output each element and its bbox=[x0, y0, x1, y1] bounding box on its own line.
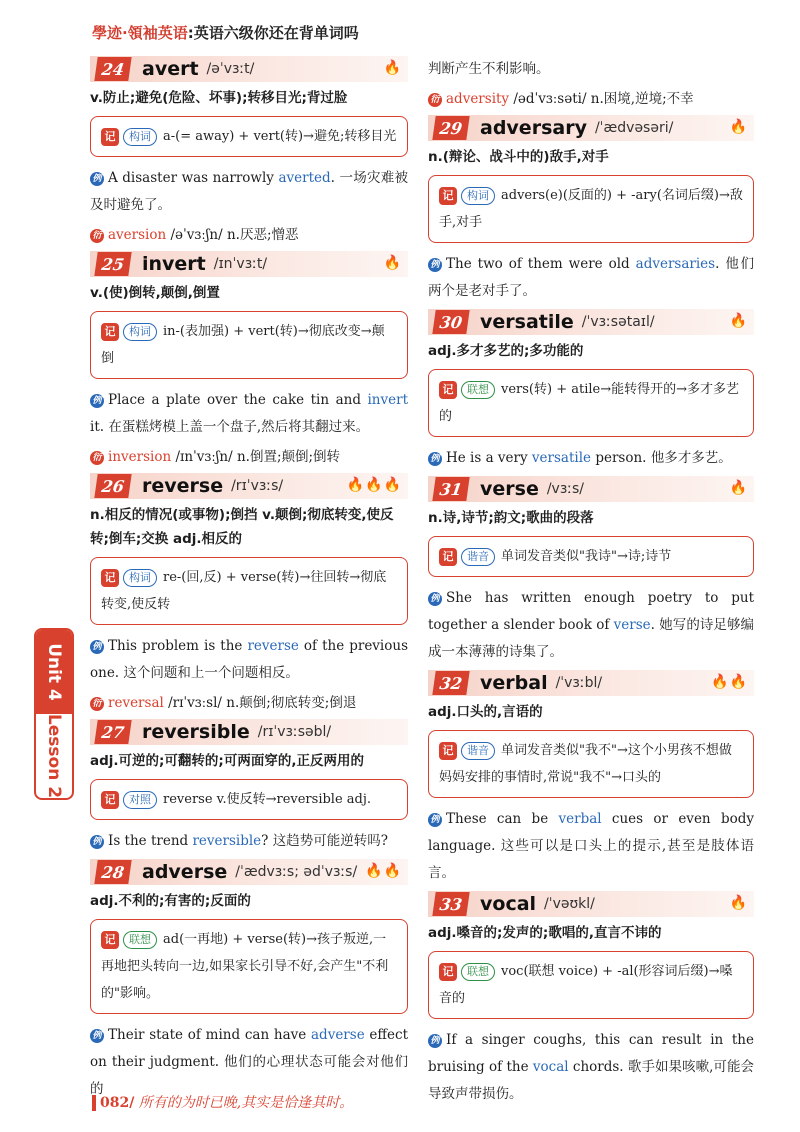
entry-word: invert bbox=[142, 253, 206, 275]
definition: v.防止;避免(危险、坏事);转移目光;背过脸 bbox=[90, 90, 348, 106]
entry-number: 27 bbox=[94, 720, 131, 744]
derivative-word: aversion bbox=[108, 227, 167, 243]
example-text: These can be bbox=[446, 811, 559, 827]
right-column bbox=[428, 52, 754, 1112]
lesson-text: Lesson 2 bbox=[44, 713, 64, 799]
example-translation: ? 这趋势可能逆转吗? bbox=[261, 833, 388, 849]
derivative bbox=[90, 691, 408, 715]
derivative bbox=[90, 223, 408, 247]
example-keyword: reversible bbox=[192, 833, 262, 849]
entry-number: 29 bbox=[432, 116, 469, 140]
example-text: The two of them were old bbox=[446, 256, 636, 272]
example-text: This problem is the bbox=[108, 638, 248, 654]
example-icon: 例 bbox=[90, 835, 104, 849]
derivative-definition: /ədˈvɜːsəti/ n.困境,逆境;不幸 bbox=[509, 91, 694, 107]
derivative-icon: 衍 bbox=[90, 229, 104, 243]
definition: adj.嗓音的;发声的;歌唱的,直言不讳的 bbox=[428, 925, 662, 941]
memory-box bbox=[90, 116, 408, 157]
example-text: He is a very bbox=[446, 450, 532, 466]
entry-phonetic: /ˈvɜːsətaɪl/ bbox=[581, 314, 655, 330]
memory-icon: 记 bbox=[439, 548, 457, 566]
header-title: :英语六级你还在背单词吗 bbox=[187, 24, 359, 42]
derivative-word: inversion bbox=[108, 449, 172, 465]
example-keyword: adversaries bbox=[635, 256, 716, 272]
entry-number: 25 bbox=[94, 252, 131, 276]
entry-word: versatile bbox=[480, 311, 574, 333]
derivative-definition: /əˈvɜːʃn/ n.厌恶;憎恶 bbox=[166, 227, 299, 243]
memory-box bbox=[428, 536, 754, 577]
example-icon: 例 bbox=[90, 394, 104, 408]
example-translation: . 她写的诗足够编成一本薄薄的诗集了。 bbox=[428, 617, 754, 660]
example-sentence bbox=[90, 1022, 408, 1103]
memory-text: vers(转) + atile→能转得开的→多才多艺的 bbox=[439, 382, 739, 424]
example-keyword: vocal bbox=[532, 1059, 569, 1075]
entry-number: 24 bbox=[94, 57, 131, 81]
entry-phonetic: /ˈædvɜːs; ədˈvɜːs/ bbox=[235, 864, 358, 880]
memory-tag: 对照 bbox=[123, 791, 157, 809]
example-sentence bbox=[428, 806, 754, 887]
memory-box bbox=[90, 779, 408, 820]
example-sentence bbox=[428, 1027, 754, 1108]
example-keyword: invert bbox=[367, 392, 408, 408]
entry-number: 30 bbox=[432, 310, 469, 334]
derivative-definition: /ɪnˈvɜːʃn/ n.倒置;颠倒;倒转 bbox=[171, 449, 341, 465]
memory-box bbox=[90, 557, 408, 625]
memory-icon: 记 bbox=[439, 742, 457, 760]
example-text: Place a plate over the cake tin and bbox=[108, 392, 368, 408]
memory-text: advers(e)(反面的) + -ary(名词后缀)→敌手,对手 bbox=[439, 188, 743, 230]
example-translation: . 一场灾难被及时避免了。 bbox=[90, 170, 408, 213]
memory-tag: 构词 bbox=[123, 323, 157, 341]
example-text: Their state of mind can have bbox=[108, 1027, 311, 1043]
derivative-word: adversity bbox=[446, 91, 510, 107]
entry-word: adversary bbox=[480, 117, 587, 139]
example-icon: 例 bbox=[90, 172, 104, 186]
example-keyword: adverse bbox=[311, 1027, 365, 1043]
definition: adj.口头的,言语的 bbox=[428, 704, 543, 720]
frequency-flame-icon: 🔥 bbox=[729, 313, 748, 329]
definition: n.相反的情况(或事物);倒挡 v.颠倒;彻底转变,使反转;倒车;交换 adj.相反的 bbox=[90, 507, 394, 547]
entry-header-reverse bbox=[90, 473, 408, 499]
example-keyword: reverse bbox=[247, 638, 299, 654]
entry-word: vocal bbox=[480, 893, 537, 915]
example-keyword: versatile bbox=[531, 450, 592, 466]
entry-phonetic: /rɪˈvɜːsəbl/ bbox=[257, 724, 332, 740]
footer-quote: 所有的为时已晚,其实是恰逢其时。 bbox=[134, 1095, 354, 1111]
example-translation: . 他们两个是老对手了。 bbox=[428, 256, 754, 299]
example-sentence bbox=[90, 387, 408, 441]
page-number: 082/ bbox=[92, 1095, 134, 1111]
example-icon: 例 bbox=[428, 592, 442, 606]
unit-label bbox=[36, 630, 72, 714]
memory-tag: 联想 bbox=[123, 931, 157, 949]
example-translation: of the previous one. 这个问题和上一个问题相反。 bbox=[90, 638, 409, 681]
memory-text: 单词发音类似"我不"→这个小男孩不想做妈妈安排的事情时,常说"我不"→口头的 bbox=[439, 743, 732, 785]
entry-number: 26 bbox=[94, 474, 131, 498]
derivative-word: reversal bbox=[108, 695, 164, 711]
entry-header-reversible bbox=[90, 719, 408, 745]
entry-header-vocal bbox=[428, 891, 754, 917]
frequency-flame-icon: 🔥🔥 bbox=[365, 863, 402, 879]
example-translation: cues or even body language. 这些可以是口头上的提示,甚至是肢体语言。 bbox=[428, 811, 754, 881]
example-keyword: verbal bbox=[558, 811, 602, 827]
entry-header-adversary bbox=[428, 115, 754, 141]
frequency-flame-icon: 🔥 bbox=[729, 895, 748, 911]
entry-phonetic: /ˈædvəsəri/ bbox=[594, 120, 674, 136]
header-brand: 學迹·領袖英语 bbox=[92, 24, 188, 42]
page-footer bbox=[92, 1092, 353, 1112]
memory-box bbox=[428, 730, 754, 798]
memory-box bbox=[428, 951, 754, 1019]
memory-icon: 记 bbox=[101, 931, 119, 949]
example-icon: 例 bbox=[428, 813, 442, 827]
frequency-flame-icon: 🔥 bbox=[383, 255, 402, 271]
frequency-flame-icon: 🔥 bbox=[383, 60, 402, 76]
entry-header-invert bbox=[90, 251, 408, 277]
example-icon: 例 bbox=[90, 1029, 104, 1043]
example-icon: 例 bbox=[428, 1034, 442, 1048]
example-translation: person. 他多才多艺。 bbox=[591, 450, 732, 466]
entry-header-verbal bbox=[428, 670, 754, 696]
memory-tag: 联想 bbox=[461, 963, 495, 981]
definition: v.(使)倒转,颠倒,倒置 bbox=[90, 285, 220, 301]
example-translation: chords. 歌手如果咳嗽,可能会导致声带损伤。 bbox=[428, 1059, 754, 1102]
memory-icon: 记 bbox=[439, 381, 457, 399]
entry-phonetic: /rɪˈvɜːs/ bbox=[231, 478, 284, 494]
entry-word: avert bbox=[142, 58, 199, 80]
example-icon: 例 bbox=[428, 258, 442, 272]
definition: n.(辩论、战斗中的)敌手,对手 bbox=[428, 149, 609, 165]
example-sentence bbox=[90, 165, 408, 219]
entry-phonetic: /ˈvəʊkl/ bbox=[544, 896, 595, 912]
derivative-icon: 衍 bbox=[428, 93, 442, 107]
definition: adj.可逆的;可翻转的;可两面穿的,正反两用的 bbox=[90, 753, 364, 769]
entry-word: verbal bbox=[480, 672, 548, 694]
entry-phonetic: /əˈvɜːt/ bbox=[206, 61, 255, 77]
memory-text: in-(表加强) + vert(转)→彻底改变→颠倒 bbox=[101, 324, 385, 366]
derivative bbox=[90, 445, 408, 469]
entry-phonetic: /ɪnˈvɜːt/ bbox=[213, 256, 268, 272]
frequency-flame-icon: 🔥 bbox=[729, 119, 748, 135]
memory-tag: 谐音 bbox=[461, 742, 495, 760]
example-sentence bbox=[90, 828, 408, 855]
memory-text: ad(一再地) + verse(转)→孩子叛逆,一再地把头转向一边,如果家长引导不好,会产生"不利的"影响。 bbox=[101, 932, 389, 1001]
memory-box bbox=[428, 175, 754, 243]
entry-number: 28 bbox=[94, 860, 131, 884]
derivative-icon: 衍 bbox=[90, 451, 104, 465]
frequency-flame-icon: 🔥🔥 bbox=[711, 674, 748, 690]
entry-number: 32 bbox=[432, 671, 469, 695]
example-sentence bbox=[428, 251, 754, 305]
example-text: Is the trend bbox=[108, 833, 193, 849]
memory-icon: 记 bbox=[439, 187, 457, 205]
entry-word: reverse bbox=[142, 475, 224, 497]
memory-text: reverse v.使反转→reversible adj. bbox=[163, 792, 372, 807]
frequency-flame-icon: 🔥 bbox=[729, 480, 748, 496]
memory-box bbox=[428, 369, 754, 437]
entry-phonetic: /ˈvɜːbl/ bbox=[555, 675, 603, 691]
definition: n.诗,诗节;韵文;歌曲的段落 bbox=[428, 510, 594, 526]
memory-tag: 构词 bbox=[123, 128, 157, 146]
lesson-label bbox=[36, 714, 72, 798]
memory-text: a-(= away) + vert(转)→避免;转移目光 bbox=[163, 129, 397, 144]
example-sentence bbox=[428, 585, 754, 666]
memory-box bbox=[90, 311, 408, 379]
example-sentence bbox=[90, 633, 408, 687]
entry-phonetic: /vɜːs/ bbox=[546, 481, 585, 497]
example-text: If a singer coughs, this can result in the bruising of the bbox=[428, 1032, 754, 1075]
entry-header-versatile bbox=[428, 309, 754, 335]
entry-number: 33 bbox=[432, 892, 469, 916]
example-sentence bbox=[428, 445, 754, 472]
entry-word: reversible bbox=[142, 721, 250, 743]
example-text: She has written enough poetry to put together a slender book of bbox=[428, 590, 754, 633]
memory-tag: 联想 bbox=[461, 381, 495, 399]
memory-tag: 谐音 bbox=[461, 548, 495, 566]
example-translation: it. 在蛋糕烤模上盖一个盘子,然后将其翻过来。 bbox=[90, 419, 370, 435]
derivative-icon: 衍 bbox=[90, 697, 104, 711]
entry-word: verse bbox=[480, 478, 539, 500]
entry-number: 31 bbox=[432, 477, 469, 501]
memory-text: voc(联想 voice) + -al(形容词后缀)→嗓音的 bbox=[439, 964, 733, 1006]
memory-icon: 记 bbox=[101, 323, 119, 341]
entry-header-avert bbox=[90, 56, 408, 82]
memory-box bbox=[90, 919, 408, 1014]
example-icon: 例 bbox=[428, 452, 442, 466]
memory-icon: 记 bbox=[439, 963, 457, 981]
page-header bbox=[92, 22, 359, 43]
entry-header-verse bbox=[428, 476, 754, 502]
memory-tag: 构词 bbox=[461, 187, 495, 205]
derivative bbox=[428, 87, 754, 111]
entry-word: adverse bbox=[142, 861, 228, 883]
example-keyword: averted bbox=[278, 170, 331, 186]
memory-text: re-(回,反) + verse(转)→往回转→彻底转变,使反转 bbox=[101, 570, 387, 612]
example-icon: 例 bbox=[90, 640, 104, 654]
left-column bbox=[90, 52, 408, 1107]
definition: adj.多才多艺的;多功能的 bbox=[428, 343, 584, 359]
memory-text: 单词发音类似"我诗"→诗;诗节 bbox=[501, 549, 672, 564]
memory-tag: 构词 bbox=[123, 569, 157, 587]
entry-header-adverse bbox=[90, 859, 408, 885]
memory-icon: 记 bbox=[101, 569, 119, 587]
unit-lesson-tab bbox=[34, 628, 74, 800]
example-keyword: verse bbox=[613, 617, 651, 633]
definition: adj.不利的;有害的;反面的 bbox=[90, 893, 251, 909]
derivative-definition: /rɪˈvɜːsl/ n.颠倒;彻底转变;倒退 bbox=[163, 695, 357, 711]
memory-icon: 记 bbox=[101, 791, 119, 809]
example-translation: effect on their judgment. 他们的心理状态可能会对他们的 bbox=[90, 1027, 408, 1097]
example-continuation: 判断产生不利影响。 bbox=[428, 61, 550, 77]
memory-icon: 记 bbox=[101, 128, 119, 146]
frequency-flame-icon: 🔥🔥🔥 bbox=[346, 477, 402, 493]
example-text: A disaster was narrowly bbox=[108, 170, 279, 186]
unit-text: Unit 4 bbox=[44, 643, 64, 701]
